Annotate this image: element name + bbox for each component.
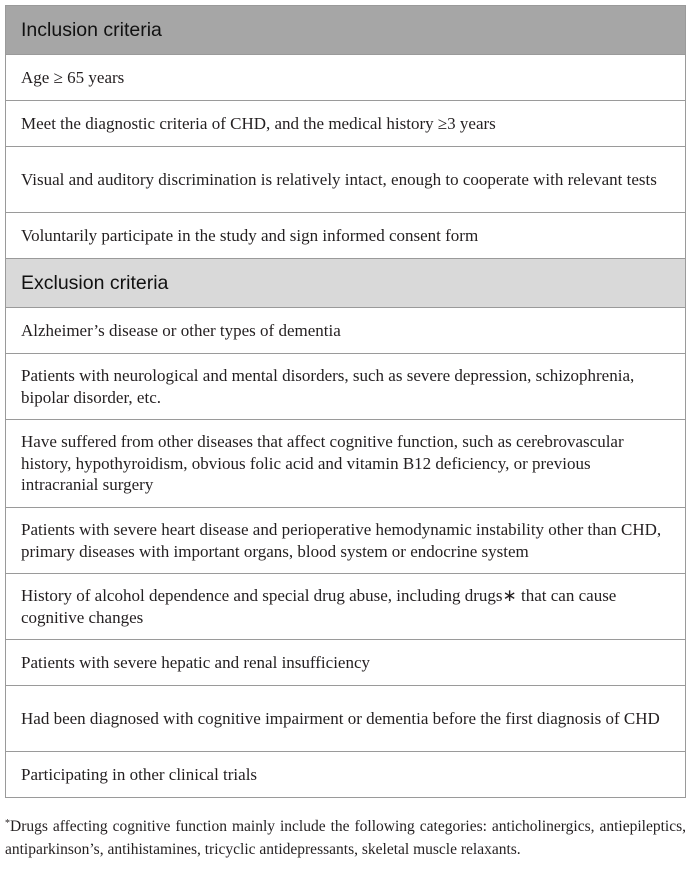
table-row [6, 640, 686, 686]
table-row [6, 420, 686, 508]
footnote-marker: * [5, 818, 10, 829]
exclusion-item: Had been diagnosed with cognitive impairment or dementia before the first diagnosis of CHD [6, 686, 686, 752]
exclusion-item: Alzheimer’s disease or other types of dementia [6, 308, 686, 354]
table-row [6, 752, 686, 798]
exclusion-item: Patients with severe hepatic and renal insufficiency [6, 640, 686, 686]
table-row [6, 101, 686, 147]
table-row [6, 354, 686, 420]
criteria-table-container [5, 5, 686, 798]
exclusion-header-row [6, 259, 686, 308]
exclusion-item: Patients with severe heart disease and perioperative hemodynamic instability other than CHD, primary diseases with important organs, blood system or endocrine system [6, 508, 686, 574]
inclusion-header-row [6, 6, 686, 55]
inclusion-criteria-header: Inclusion criteria [6, 6, 686, 55]
exclusion-criteria-header: Exclusion criteria [6, 259, 686, 308]
exclusion-item: Patients with neurological and mental disorders, such as severe depression, schizophrenia, bipolar disorder, etc. [6, 354, 686, 420]
footnote-text: Drugs affecting cognitive function mainly include the following categories: anticholinergics, antiepileptics, antiparkinson’s, antihistamines, tricyclic antidepressants, skeletal muscle relaxants. [5, 818, 686, 858]
table-row [6, 55, 686, 101]
table-row [6, 147, 686, 213]
exclusion-item: History of alcohol dependence and special drug abuse, including drugs∗ that can cause cognitive changes [6, 574, 686, 640]
inclusion-item: Visual and auditory discrimination is relatively intact, enough to cooperate with relevant tests [6, 147, 686, 213]
table-row [6, 574, 686, 640]
table-footnote [5, 816, 686, 861]
inclusion-item: Meet the diagnostic criteria of CHD, and the medical history ≥3 years [6, 101, 686, 147]
inclusion-item: Age ≥ 65 years [6, 55, 686, 101]
exclusion-item: Participating in other clinical trials [6, 752, 686, 798]
inclusion-item: Voluntarily participate in the study and sign informed consent form [6, 213, 686, 259]
table-row [6, 686, 686, 752]
criteria-table [5, 5, 686, 798]
table-row [6, 213, 686, 259]
table-row [6, 308, 686, 354]
exclusion-item: Have suffered from other diseases that affect cognitive function, such as cerebrovascular history, hypothyroidism, obvious folic acid and vitamin B12 deficiency, or previous intracranial surgery [6, 420, 686, 508]
table-row [6, 508, 686, 574]
